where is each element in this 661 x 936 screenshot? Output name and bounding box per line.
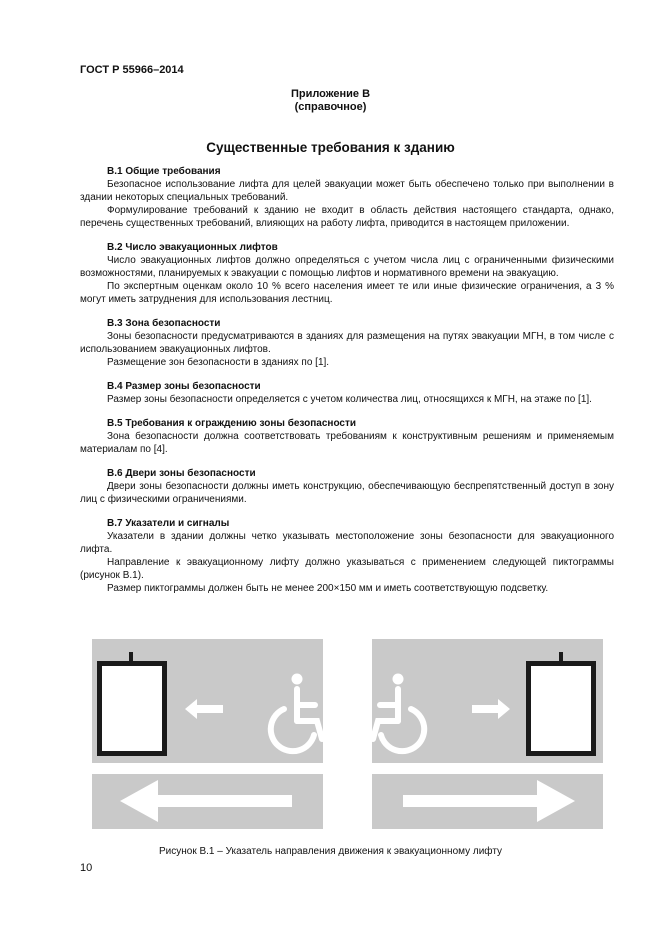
section-paragraph: Зона безопасности должна соответствовать требованиям к конструктивным решениям и применяемым материалам по [4]. [80,431,614,455]
section-paragraph: Размер зоны безопасности определяется с учетом количества лиц, относящихся к МГН, на этаже по [1]. [107,394,592,405]
section-paragraph: Формулирование требований к зданию не входит в область действия настоящего стандарта, однако, перечень существенных требований, влияющих на работу лифта, приводится в настоящем приложении. [80,205,614,229]
section-paragraph: Размещение зон безопасности в зданиях по [1]. [107,357,330,368]
right-lift-door [531,666,591,751]
document-body [80,165,614,606]
left-lift-door [102,666,162,751]
right-lift-indicator [559,652,563,661]
section-heading: В.1 Общие требования [107,166,221,177]
appendix-subtitle: (справочное) [294,101,367,113]
section-heading: В.3 Зона безопасности [107,318,221,329]
appendix-title: Приложение В [290,88,371,100]
section-heading: В.7 Указатели и сигналы [107,518,230,529]
section-heading: В.6 Двери зоны безопасности [107,468,256,479]
left-lift-indicator [129,652,133,661]
section-6 [80,467,614,506]
standard-header: ГОСТ Р 55966–2014 [80,64,184,76]
section-1 [80,165,614,230]
section-7 [80,517,614,595]
section-paragraph: По экспертным оценкам около 10 % всего населения имеет те или иные физические ограничения, а 3 % могут иметь затруднения для использования лестниц. [80,281,614,305]
section-paragraph: Указатели в здании должны четко указывать местоположение зоны безопасности для эвакуационного лифта. [80,531,614,555]
section-heading: В.5 Требования к ограждению зоны безопасности [107,418,357,429]
section-heading: В.2 Число эвакуационных лифтов [107,242,278,253]
page-number: 10 [80,862,93,874]
figure-caption: Рисунок В.1 – Указатель направления движения к эвакуационному лифту [158,846,503,857]
section-2 [80,241,614,306]
section-3 [80,317,614,369]
section-heading: В.4 Размер зоны безопасности [107,381,261,392]
page-title: Существенные требования к зданию [206,140,455,155]
section-paragraph: Зоны безопасности предусматриваются в зданиях для размещения на путях эвакуации МГН, в том числе с использованием эвакуационных лифтов. [80,331,614,355]
section-5 [80,417,614,456]
section-paragraph: Двери зоны безопасности должны иметь конструкцию, обеспечивающую беспрепятственный доступ в зону лиц с физическими ограничениями. [80,481,614,505]
figure-pictograms [92,639,603,829]
section-paragraph: Безопасное использование лифта для целей эвакуации может быть обеспечено только при выполнении в здании некоторых специальных требований. [80,179,614,203]
section-4 [80,380,614,406]
section-paragraph: Размер пиктограммы должен быть не менее 200×150 мм и иметь соответствующую подсветку. [107,583,549,594]
section-paragraph: Направление к эвакуационному лифту должно указываться с применением следующей пиктограммы (рисунок В.1). [80,557,614,581]
section-paragraph: Число эвакуационных лифтов должно определяться с учетом числа лиц с ограниченными физическими возможностями, планируемых к эвакуации с помощью лифтов и нормативного времени на эвакуацию. [80,255,614,279]
